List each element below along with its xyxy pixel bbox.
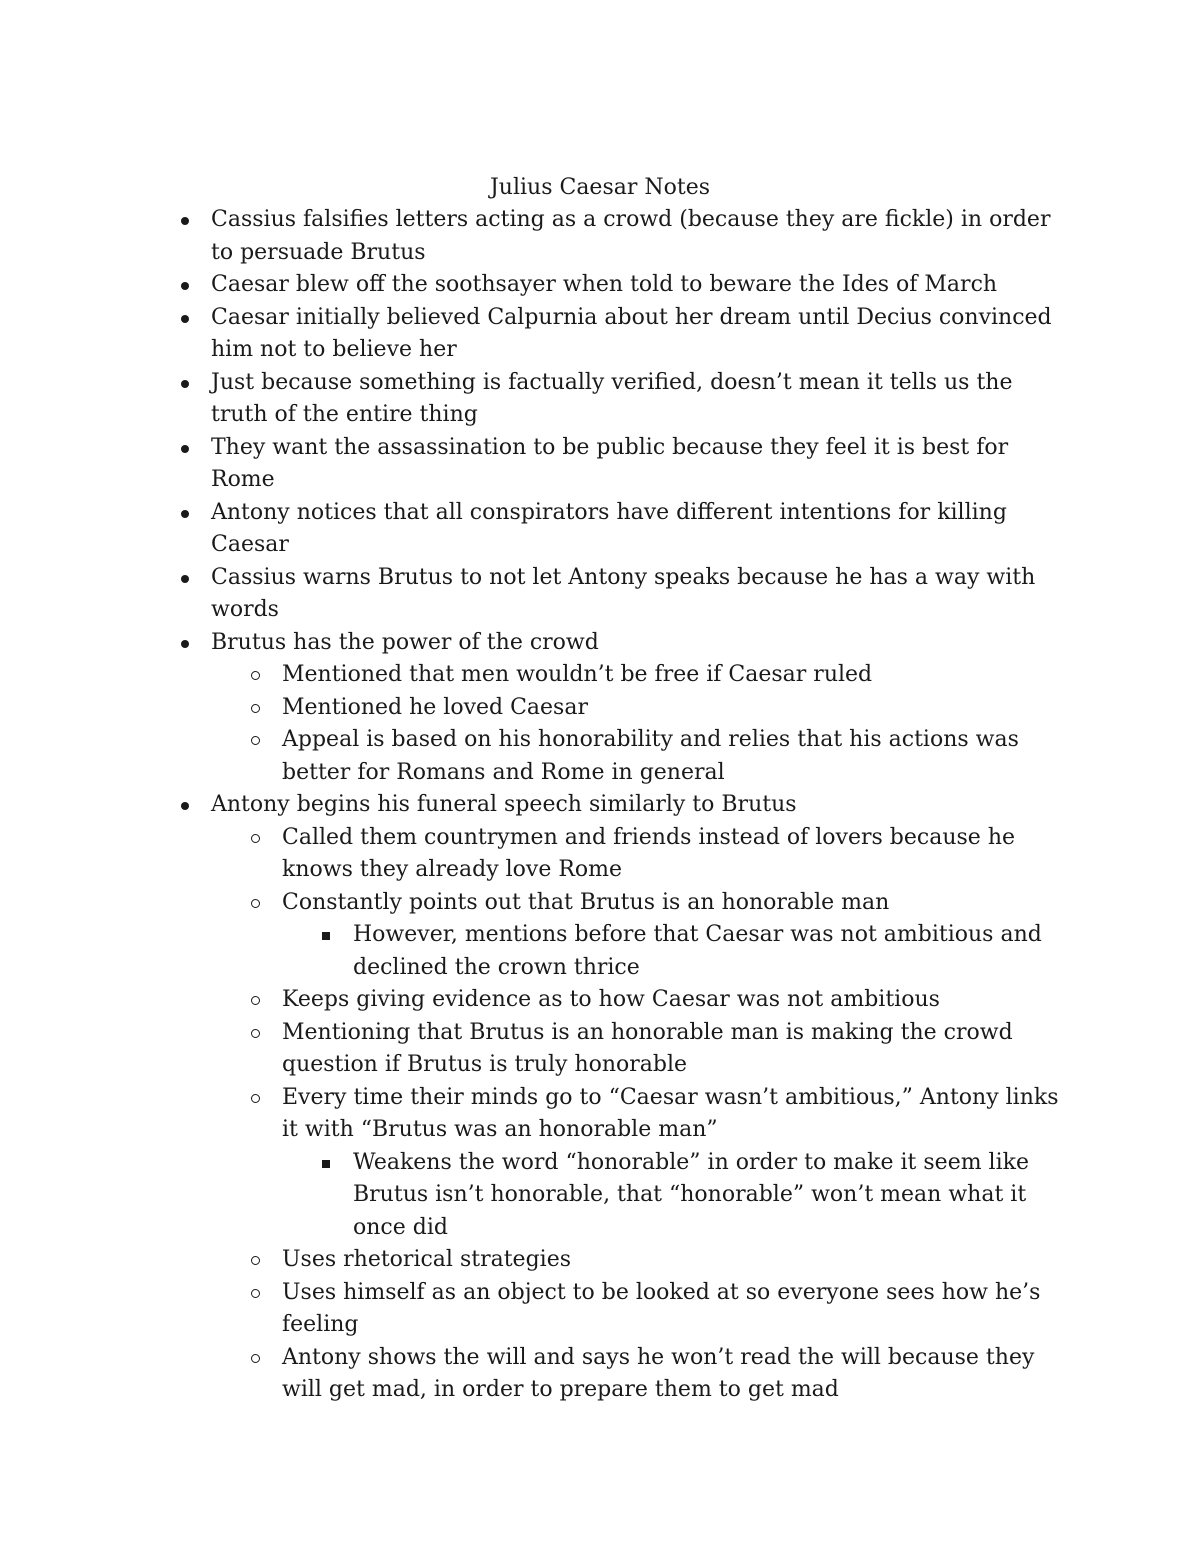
note-text: Mentioning that Brutus is an honorable man is making the crowd question if Brutus is truly honorable xyxy=(282,1019,1013,1077)
square-bullet-icon xyxy=(320,1147,340,1180)
circle-bullet-icon xyxy=(249,1244,269,1277)
note-text: Cassius warns Brutus to not let Antony speaks because he has a way with words xyxy=(211,564,1036,622)
note-item xyxy=(0,1277,1067,1342)
circle-bullet-icon xyxy=(249,887,269,920)
note-text: Keeps giving evidence as to how Caesar was not ambitious xyxy=(282,987,940,1012)
note-text: Antony begins his funeral speech similarly to Brutus xyxy=(211,792,797,817)
note-item xyxy=(0,789,1071,822)
square-bullet-icon xyxy=(320,919,340,952)
note-item xyxy=(0,432,1071,497)
note-text: However, mentions before that Caesar was not ambitious and declined the crown thrice xyxy=(353,922,1042,980)
note-text: Uses himself as an object to be looked at so everyone sees how he’s feeling xyxy=(282,1279,1041,1337)
disc-bullet-icon xyxy=(178,204,198,237)
note-item xyxy=(0,984,1067,1017)
circle-bullet-icon xyxy=(249,692,269,725)
note-item xyxy=(0,919,1063,984)
note-item xyxy=(0,302,1071,367)
page-title: Julius Caesar Notes xyxy=(489,175,711,200)
disc-bullet-icon xyxy=(178,269,198,302)
note-item xyxy=(0,724,1067,789)
note-item xyxy=(0,1017,1067,1082)
note-text: Every time their minds go to “Caesar wasn’t ambitious,” Antony links it with “Brutus was an honorable man” xyxy=(282,1084,1059,1142)
disc-bullet-icon xyxy=(178,627,198,660)
note-text: Caesar blew off the soothsayer when told to beware the Ides of March xyxy=(211,272,998,297)
disc-bullet-icon xyxy=(178,497,198,530)
note-text: Cassius falsifies letters acting as a crowd (because they are fickle) in order to persuade Brutus xyxy=(211,207,1051,265)
note-item xyxy=(0,1147,1063,1245)
disc-bullet-icon xyxy=(178,432,198,465)
note-text: They want the assassination to be public because they feel it is best for Rome xyxy=(211,434,1009,492)
note-item xyxy=(0,497,1071,562)
note-text: Weakens the word “honorable” in order to make it seem like Brutus isn’t honorable, that “honorable” won’t mean what it once did xyxy=(353,1149,1029,1240)
note-text: Brutus has the power of the crowd xyxy=(211,629,599,655)
circle-bullet-icon xyxy=(249,1277,269,1310)
note-item xyxy=(0,887,1067,920)
disc-bullet-icon xyxy=(178,562,198,595)
circle-bullet-icon xyxy=(249,984,269,1017)
disc-bullet-icon xyxy=(178,302,198,335)
note-item xyxy=(0,627,1071,660)
note-item xyxy=(0,1342,1067,1407)
note-item xyxy=(0,692,1067,725)
note-text: Mentioned he loved Caesar xyxy=(282,694,588,720)
note-text: Uses rhetorical strategies xyxy=(282,1247,571,1272)
note-text: Caesar initially believed Calpurnia about her dream until Decius convinced him not to believe her xyxy=(211,304,1052,362)
note-item xyxy=(0,367,1071,432)
note-item xyxy=(0,659,1067,692)
note-text: Antony shows the will and says he won’t read the will because they will get mad, in order to prepare them to get mad xyxy=(282,1344,1035,1402)
circle-bullet-icon xyxy=(249,1082,269,1115)
note-text: Mentioned that men wouldn’t be free if Caesar ruled xyxy=(282,662,873,687)
notes-list xyxy=(0,204,1200,1407)
note-text: Constantly points out that Brutus is an honorable man xyxy=(282,889,890,915)
note-item xyxy=(0,269,1071,302)
circle-bullet-icon xyxy=(249,659,269,692)
note-text: Appeal is based on his honorability and relies that his actions was better for Romans and Rome in general xyxy=(282,727,1019,785)
note-text: Antony notices that all conspirators have different intentions for killing Caesar xyxy=(211,499,1007,557)
disc-bullet-icon xyxy=(178,367,198,400)
note-item xyxy=(0,822,1067,887)
circle-bullet-icon xyxy=(249,1017,269,1050)
note-item xyxy=(0,1244,1067,1277)
disc-bullet-icon xyxy=(178,789,198,822)
note-item xyxy=(0,562,1071,627)
circle-bullet-icon xyxy=(249,822,269,855)
note-item xyxy=(0,1082,1067,1147)
circle-bullet-icon xyxy=(249,1342,269,1375)
circle-bullet-icon xyxy=(249,724,269,757)
note-item xyxy=(0,204,1071,269)
note-text: Called them countrymen and friends instead of lovers because he knows they already love Rome xyxy=(282,824,1016,882)
note-text: Just because something is factually verified, doesn’t mean it tells us the truth of the entire thing xyxy=(211,369,1013,427)
